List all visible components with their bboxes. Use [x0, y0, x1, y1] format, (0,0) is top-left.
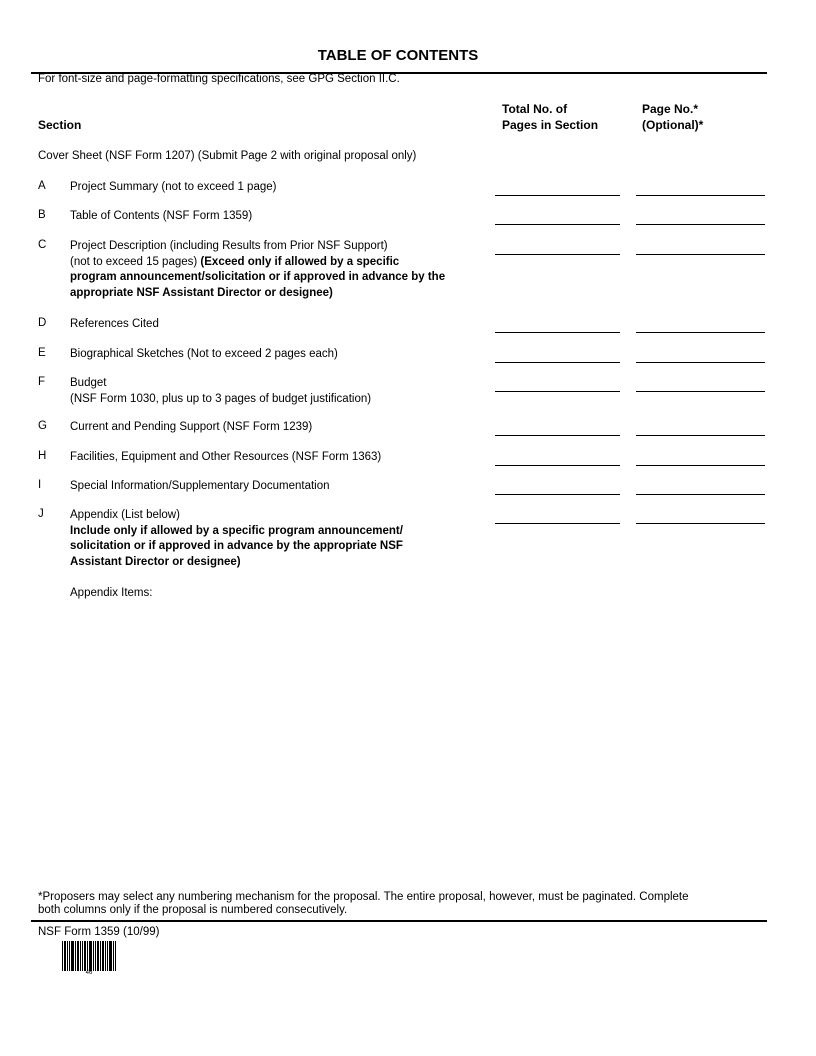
section-letter: C [38, 239, 47, 251]
section-letter: B [38, 209, 46, 221]
page-number-header [642, 101, 703, 133]
section-note: (NSF Form 1030, plus up to 3 pages of budget justification) [70, 392, 372, 405]
section-note: (not to exceed 15 pages) (Exceed only if allowed by a specific [70, 255, 400, 268]
total-pages-field[interactable] [495, 435, 620, 436]
format-note: For font-size and page-formatting specifications, see GPG Section II.C. [38, 73, 400, 85]
section-letter: A [38, 180, 46, 192]
section-description [70, 420, 312, 436]
total-pages-field[interactable] [495, 391, 620, 392]
appendix-items-label: Appendix Items: [70, 587, 153, 599]
section-letter: F [38, 376, 46, 388]
form-number: NSF Form 1359 (10/99) [38, 926, 160, 938]
total-pages-field[interactable] [495, 332, 620, 333]
page-number-header-line2: (Optional)* [642, 118, 704, 132]
section-description [70, 508, 403, 570]
section-description [70, 376, 371, 407]
section-description [70, 209, 252, 225]
section-note: solicitation or if approved in advance by the appropriate NSF [70, 540, 403, 552]
footer-rule [31, 920, 767, 922]
section-description [70, 239, 445, 301]
page-number-header-line1: Page No.* [642, 102, 699, 116]
section-description [70, 180, 276, 196]
section-title: Special Information/Supplementary Documentation [70, 480, 330, 492]
section-letter: H [38, 450, 47, 462]
section-note: Assistant Director or designee) [70, 555, 241, 568]
page-number-field[interactable] [636, 523, 765, 524]
page-number-field[interactable] [636, 494, 765, 495]
section-title: Biographical Sketches (Not to exceed 2 pages each) [70, 348, 338, 360]
section-title: Facilities, Equipment and Other Resources (NSF Form 1363) [70, 451, 382, 463]
section-description [70, 347, 338, 363]
barcode-number: 46 [85, 970, 93, 976]
section-title: Project Description (including Results from Prior NSF Support) [70, 240, 388, 252]
total-pages-header-line1: Total No. of [502, 102, 568, 116]
footnote-line: *Proposers may select any numbering mechanism for the proposal. The entire proposal, however, must be paginated. Complete [38, 891, 689, 903]
page-number-field[interactable] [636, 362, 765, 363]
section-letter: G [38, 420, 47, 432]
total-pages-header [502, 101, 598, 133]
footnote [38, 891, 689, 916]
section-description [70, 317, 159, 333]
total-pages-field[interactable] [495, 494, 620, 495]
total-pages-field[interactable] [495, 254, 620, 255]
total-pages-field[interactable] [495, 523, 620, 524]
page-number-field[interactable] [636, 224, 765, 225]
section-note: program announcement/solicitation or if approved in advance by the [70, 271, 446, 283]
total-pages-field[interactable] [495, 465, 620, 466]
page-number-field[interactable] [636, 391, 765, 392]
section-title: Table of Contents (NSF Form 1359) [70, 210, 253, 222]
section-letter: E [38, 347, 46, 359]
section-description [70, 479, 330, 495]
section-title: References Cited [70, 318, 159, 330]
page-number-field[interactable] [636, 332, 765, 333]
section-note: Include only if allowed by a specific program announcement/ [70, 524, 403, 537]
section-letter: D [38, 317, 47, 329]
section-letter: I [38, 479, 42, 491]
total-pages-header-line2: Pages in Section [502, 118, 599, 132]
section-title: Budget [70, 377, 107, 389]
footnote-line: both columns only if the proposal is numbered consecutively. [38, 903, 348, 916]
page-title: TABLE OF CONTENTS [317, 47, 479, 64]
cover-sheet-row: Cover Sheet (NSF Form 1207) (Submit Page 2 with original proposal only) [38, 150, 417, 162]
section-title: Appendix (List below) [70, 509, 180, 521]
section-description [70, 450, 381, 466]
total-pages-field[interactable] [495, 195, 620, 196]
page-number-field[interactable] [636, 195, 765, 196]
section-letter: J [38, 508, 44, 520]
page-number-field[interactable] [636, 465, 765, 466]
section-title: Current and Pending Support (NSF Form 1239) [70, 421, 313, 433]
page-number-field[interactable] [636, 254, 765, 255]
section-note: appropriate NSF Assistant Director or designee) [70, 286, 333, 299]
section-title: Project Summary (not to exceed 1 page) [70, 181, 277, 193]
section-header: Section [38, 118, 82, 132]
total-pages-field[interactable] [495, 224, 620, 225]
barcode-icon [62, 941, 116, 971]
total-pages-field[interactable] [495, 362, 620, 363]
page-number-field[interactable] [636, 435, 765, 436]
